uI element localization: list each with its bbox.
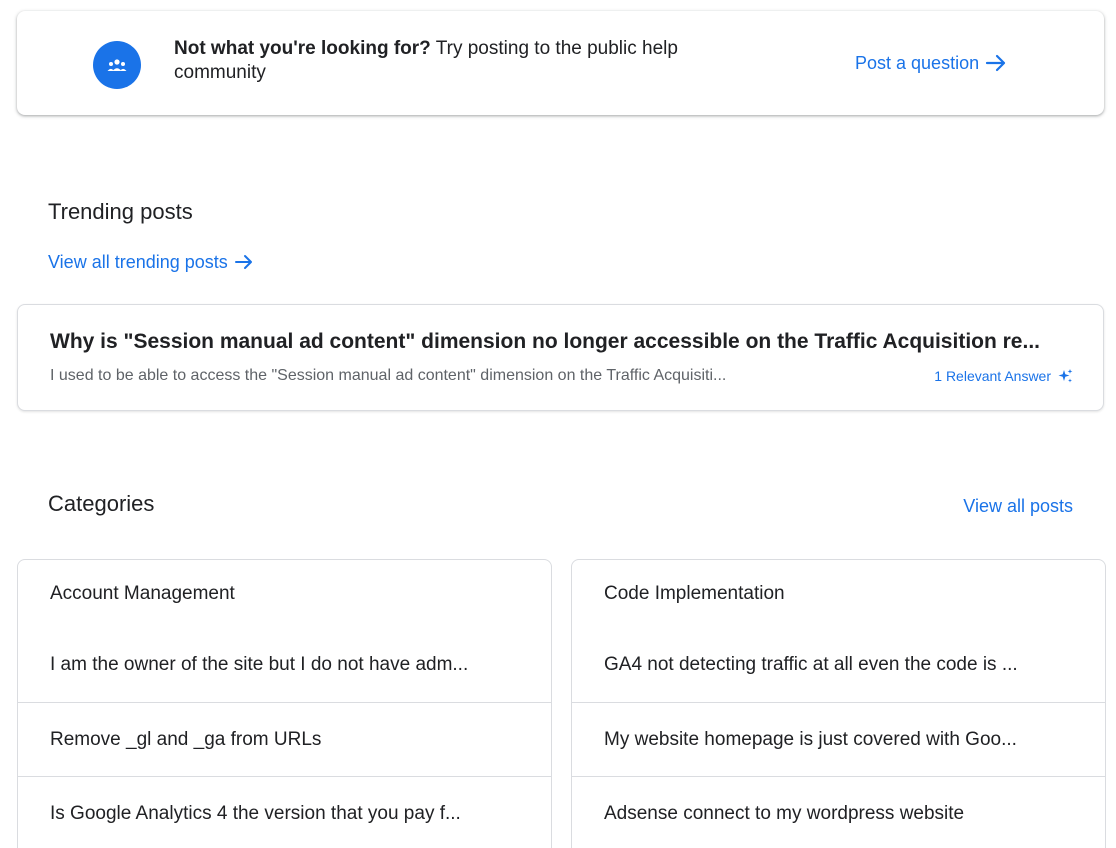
trending-post-card[interactable] — [17, 304, 1104, 411]
sparkle-icon — [1057, 368, 1073, 384]
trending-heading: Trending posts — [48, 199, 193, 224]
categories-heading: Categories — [48, 491, 155, 516]
category-post-row[interactable]: Remove _gl and _ga from URLs — [18, 702, 551, 776]
post-question-link[interactable] — [855, 51, 1007, 75]
relevant-answer-badge — [934, 366, 1073, 386]
category-post-row[interactable]: Adsense connect to my wordpress website — [572, 776, 1105, 848]
people-icon — [93, 41, 141, 89]
category-post-row[interactable]: GA4 not detecting traffic at all even the code is ... — [604, 654, 1018, 675]
community-message — [174, 37, 774, 85]
category-post-row[interactable]: I am the owner of the site but I do not have adm... — [50, 654, 469, 675]
arrow-right-icon — [985, 53, 1007, 73]
view-all-trending-link[interactable] — [48, 250, 254, 274]
relevant-answer-label: 1 Relevant Answer — [934, 368, 1051, 384]
post-question-label: Post a question — [855, 53, 980, 73]
trending-post-title[interactable]: Why is "Session manual ad content" dimension no longer accessible on the Traffic Acquisition re... — [50, 330, 1040, 353]
category-card-account-management — [17, 559, 552, 848]
category-post-row[interactable]: My website homepage is just covered with Goo... — [572, 702, 1105, 776]
category-title[interactable]: Account Management — [50, 583, 235, 604]
trending-post-snippet: I used to be able to access the "Session manual ad content" dimension on the Traffic Acquisiti... — [50, 367, 727, 384]
community-message-bold: Not what you're looking for? — [174, 38, 431, 59]
view-all-posts-link[interactable]: View all posts — [963, 496, 1073, 516]
community-banner — [17, 11, 1104, 115]
view-all-trending-label: View all trending posts — [48, 252, 228, 272]
community-message-rest: Try posting to the public help community — [174, 38, 678, 83]
category-post-row[interactable]: Is Google Analytics 4 the version that you pay f... — [18, 776, 551, 848]
category-title[interactable]: Code Implementation — [604, 583, 785, 604]
category-card-code-implementation — [571, 559, 1106, 848]
arrow-right-icon — [234, 253, 254, 271]
